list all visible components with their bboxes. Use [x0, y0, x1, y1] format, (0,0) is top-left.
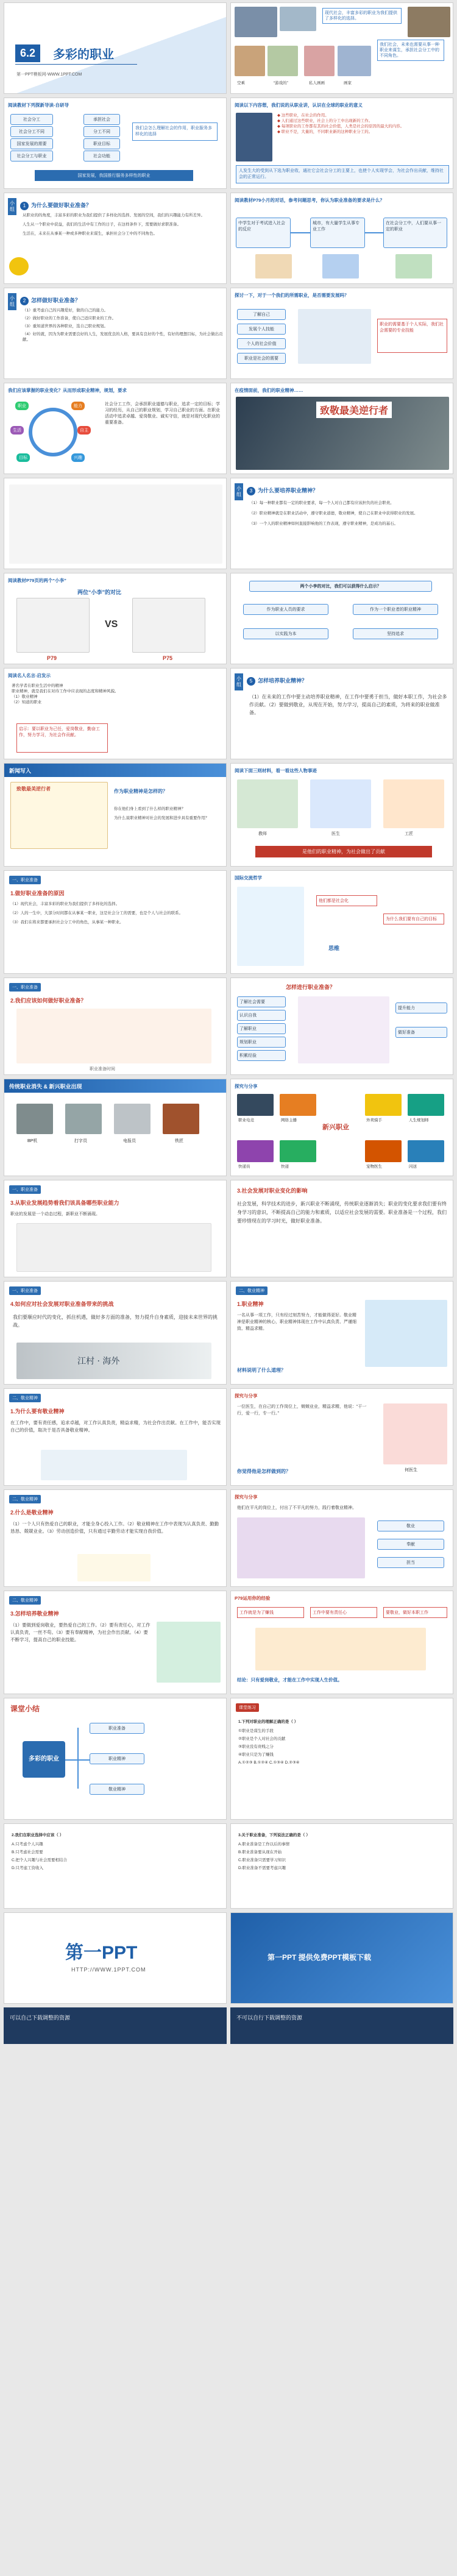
line-list: [23, 213, 224, 236]
option-2: ②职业是个人对社会的贡献: [238, 1737, 286, 1741]
slide-heading: 阅读以下内容想，我们说的从职业讲，认识在全球的职业的意义: [235, 102, 363, 108]
caption-2: 我们社会，未来也需要从事一种职业来谋生，承担社会分工中的不同角色。: [377, 40, 444, 61]
footer-right-text: 不可以自行下载调整的资源: [236, 2015, 303, 2021]
photo-builder: [408, 7, 450, 37]
box-left: 中学生对于考试进入社会的反应: [236, 218, 291, 248]
box-1: 了解自己: [237, 309, 286, 320]
item-list: [23, 308, 224, 342]
right-s4-slide: [230, 1180, 453, 1277]
q1-right-slide: [230, 193, 453, 284]
item-7: 职业目标: [83, 138, 120, 149]
photo-discussion: [298, 309, 371, 364]
vs-label: VS: [105, 619, 118, 630]
item-3: （3）一个人的职业精神如何直接影响他的工作表现，遵守职业精神，是成功的基石。: [249, 522, 399, 526]
box-3: 以实践为本: [243, 628, 328, 639]
box-2: 作为一个职业者的职业精神: [353, 604, 438, 615]
body-text: 我们要顺应时代的变化，抓住机遇，做好多方面的准备，努力提升自身素质，迎接未来世界的挑战。: [13, 1315, 218, 1328]
label-3: 外卖骑手: [366, 1118, 382, 1123]
intro-slide: [230, 2, 453, 94]
news-title: 致敬最美逆行者: [16, 786, 51, 792]
bubble-3: 要敬业，做好本职工作: [383, 1607, 447, 1618]
line-2: 人生从一个职业中获益，我们的生活中有工作的日子，在这样条件下，需要做好求职准备。: [23, 222, 181, 227]
q5-slide: [230, 668, 453, 759]
item-5: 承担社会: [83, 114, 120, 125]
section-title: 1.做好职业准备的原因: [10, 890, 65, 896]
section-title: 3.从职业发展趋势看我们该具备哪些职业能力: [10, 1200, 119, 1206]
section-tag: 二、敬业精神: [9, 1394, 41, 1402]
slide-heading: 探究与分享: [235, 1494, 258, 1500]
illustration: [157, 1622, 221, 1683]
label-2: 打字员: [74, 1139, 87, 1143]
connector: [291, 232, 310, 233]
end-slide: [230, 1912, 453, 2004]
point-1: ◆ 这些职业，在社会的作用。: [277, 113, 329, 118]
item-2: 社会分工不同: [10, 126, 53, 137]
item-6: 分工不同: [83, 126, 120, 137]
label: 思维: [328, 945, 340, 951]
bubble-1: 他们都是社会化: [316, 895, 377, 906]
slide-heading: 阅读教材下列探新导读-自研导: [8, 102, 69, 108]
group-badge: 小组: [235, 483, 243, 500]
question-row: [247, 675, 307, 686]
photo-7: [365, 1140, 402, 1162]
photo-6: [280, 1140, 316, 1162]
point-list: [277, 113, 449, 135]
lesson-title: 多彩的职业: [53, 48, 114, 62]
lesson-number: 6.2: [15, 44, 40, 62]
item-4: （4）好的就，因为为职业需要良好的人生，发展优良的人格，要具有良好的个性，有好的理想目标，为社会做出贡献。: [23, 332, 223, 342]
question: 你觉得他是怎样做到的？: [237, 1469, 291, 1474]
item-2: （2）做好职业的工作准备，使自己适应职业的工作。: [23, 316, 116, 321]
photo-policeman: [236, 113, 272, 161]
group-badge: 小组: [8, 293, 16, 310]
photo-8: [408, 1140, 444, 1162]
section-tag: 一、职业准备: [9, 983, 41, 992]
qa-2: 为什么说职业精神对社会的发展和进步具有重要作用？: [114, 816, 209, 820]
option-4: ④职业只是为了赚钱: [238, 1753, 274, 1757]
photo-4: [408, 1094, 444, 1116]
photo-pager: [16, 1104, 53, 1134]
option-1: ①职业是谋生的手段: [238, 1729, 274, 1733]
item-3: 国家发展的需要: [10, 138, 53, 149]
footer-left: [4, 2007, 227, 2044]
review-slide: [4, 98, 227, 189]
photo-group: [237, 1517, 365, 1578]
photo-blacksmith: [163, 1104, 199, 1134]
body-text: 他们在平凡的岗位上，付出了不平凡的努力，践行着敬业精神。: [237, 1506, 356, 1510]
page-left: [16, 598, 90, 653]
question-row: [20, 294, 80, 305]
label-6: 快递: [281, 1165, 289, 1169]
step-1: 了解社会需要: [237, 996, 286, 1007]
right-s3-slide: [230, 1079, 453, 1176]
slide-title: 致敬最美逆行者: [316, 402, 392, 418]
story-slide: [230, 763, 453, 867]
box-4: 职业是社会的需要: [237, 353, 286, 364]
section-tag: 一、职业准备: [9, 1185, 41, 1194]
slide-heading: 怎样进行职业准备？: [286, 984, 336, 990]
bubble-2: 工作中要有责任心: [310, 1607, 377, 1618]
step-3: 了解职业: [237, 1023, 286, 1034]
point-4: ◆ 职业不是，大量的，不同职业新的这种职业分工的。: [277, 130, 373, 134]
photo-doctor: [310, 779, 371, 828]
label-8: 闪送: [409, 1165, 417, 1169]
option-a: A.只考虑个人兴趣: [12, 1842, 43, 1847]
section-tag: 一、职业准备: [9, 876, 41, 884]
q-num: 5: [247, 677, 255, 686]
item-1: （1）每一种职业都有一定的职业要求，每一个人对自己都有应该担负的社会职责。: [249, 501, 394, 505]
body-text: （1）在未来的工作中要主动培养职业精神，在工作中要勇于担当，做好本职工作，为社会多作贡献。（2）要做到敬业，从现在开始，努力学习，提高自己的素质，为将来的职业做准备。: [249, 694, 447, 715]
qa-1: 你在他们身上看到了什么样的职业精神？: [114, 807, 185, 811]
q2-right-slide: [230, 288, 453, 379]
body-text: （1）要做到爱岗敬业，要热爱自己的工作。（2）要有责任心，对工作认真负责，一丝不苟。（3）要有奉献精神，为社会作出贡献。（4）要不断学习，提高自己的职业技能。: [10, 1622, 151, 1642]
ring-2: 能力: [71, 402, 85, 410]
body-text: 职业的发展是一个动态过程，新职业不断涌现。: [10, 1212, 100, 1216]
body-text: 社会发展，科学技术的进步，新兴职业不断涌现，传统职业逐渐消失；职业的变化要求我们要有终身学习的意识，不断提高自己的能力和素质，以适应社会发展的需要。职业准备是一个过程，我们要珍惜现在的学习时光，做好职业准备。: [237, 1201, 447, 1224]
slide-heading: 探究与分享: [235, 1084, 258, 1089]
line-2: 职业精神，就是我们在对待工作中应表现的态度和精神风貌。: [12, 689, 119, 694]
box-3: 个人的社会价值: [237, 338, 286, 349]
right-s7-slide: [230, 1489, 453, 1587]
right-s2-slide: [230, 978, 453, 1075]
center-node: 多彩的职业: [23, 1741, 65, 1778]
slide-heading: 传统职业消失 & 新兴职业出现: [4, 1079, 226, 1093]
step-2: 认识自我: [237, 1010, 286, 1021]
q2-slide: [4, 288, 227, 379]
section-tag: 二、敬业精神: [9, 1495, 41, 1503]
body-text: （1）一个人只有热爱自己的职业，才能全身心投入工作。（2）敬业精神在工作中表现为认真负责、勤勤恳恳、兢兢业业。（3）劳动创造价值，只有通过辛勤劳动才能实现自我价值。: [10, 1521, 219, 1534]
q-stem: 1.下列对职业的理解正确的是（ ）: [238, 1720, 299, 1724]
photo-students: [255, 254, 292, 279]
step-4: 规划职业: [237, 1037, 286, 1048]
left-s4-slide: [4, 1180, 227, 1277]
item-8: 社会功能: [83, 151, 120, 161]
left-s5-slide: [4, 1281, 227, 1385]
right-s8-slide: [230, 1591, 453, 1694]
cover-slide: [4, 2, 227, 94]
label-2: 医生: [331, 832, 340, 836]
placeholder: [9, 484, 222, 564]
slide-heading: 新闻写入: [4, 764, 226, 777]
slide-heading: 阅读下面三则材料，看一看这些人物事迹: [235, 768, 317, 773]
note-box: 职业的需要基于个人实际，我们社会需要的专业技能: [377, 319, 447, 353]
item-1: 社会分工: [10, 114, 53, 125]
image-students: [16, 1009, 211, 1063]
slide-heading: 在疫情面前，我们的职业精神……: [235, 388, 303, 393]
page-label-right: P75: [163, 655, 173, 661]
end-text: 第一PPT 提供免费PPT模板下载: [267, 1953, 372, 1962]
q1-slide: [4, 193, 227, 284]
footer-right: [230, 2007, 453, 2044]
photo-typist: [65, 1104, 102, 1134]
branch-2: 职业精神: [90, 1753, 144, 1764]
item-3: （3）我们在将来都要承担社会分工中的角色，从事某一种职业。: [10, 920, 124, 924]
left-s3-slide: [4, 1079, 227, 1176]
bubble-1: 工作就是为了赚钱: [237, 1607, 304, 1618]
left-s2-slide: [4, 978, 227, 1075]
banner-text: 江村 · 海外: [77, 1357, 120, 1366]
label-7: 宠物医生: [366, 1165, 382, 1169]
summary-slide: [4, 1698, 227, 1820]
top-box: 两个小李的对比，我们可以获得什么启示？: [249, 581, 432, 592]
label-1: 教师: [258, 832, 267, 836]
photo-cartoon: [237, 887, 304, 966]
body-text: 一位医生，在自己的工作岗位上，兢兢业业，精益求精，他说：“干一行，爱一行，专一行。”: [237, 1405, 367, 1416]
right-s1-slide: [230, 870, 453, 974]
right-s5-slide: [230, 1281, 453, 1385]
photo-3: [365, 1094, 402, 1116]
caption: 职业准备时间: [90, 1067, 115, 1071]
left-s1-slide: [4, 870, 227, 974]
branch-1: 职业准备: [90, 1723, 144, 1734]
line-1: 从职业的的角度，丰富多彩的职业为我们提供了多样化的选择、发展的空间，我们的兴趣能力有所差异。: [23, 213, 205, 218]
section-tag: 二、敬业精神: [236, 1286, 267, 1295]
photo-doctor: [383, 1403, 447, 1464]
question-row: [20, 199, 91, 210]
brand-url: HTTP://WWW.1PPT.COM: [71, 1967, 146, 1973]
label-4: 人生规划师: [409, 1118, 429, 1123]
label-4: 画家: [344, 81, 352, 85]
illustration: [41, 1450, 187, 1480]
slide-title: 课堂小结: [10, 1705, 40, 1713]
item-3: （3）重知道世界的各种职业，选自己职业规划。: [23, 324, 108, 328]
slide-heading: 阅读教材P79小月的对话，参考问题思考，你认为职业准备的要求是什么？: [235, 197, 384, 203]
right-s6-slide: [230, 1388, 453, 1486]
photo-engineer: [280, 7, 316, 31]
question: 为什么要培养职业精神？: [258, 488, 319, 494]
news-slide: [4, 763, 227, 867]
left-s8-slide: [4, 1591, 227, 1694]
branch-3: 敬业精神: [90, 1784, 144, 1795]
label-2: “游戏的”: [274, 81, 288, 85]
box-3: 担当: [377, 1557, 444, 1568]
box-right: 在社会分工中，人们要从事一定的职业: [383, 218, 447, 248]
photo-scene: [255, 1628, 426, 1670]
policeman-slide: [230, 98, 453, 189]
illustration: [77, 1554, 151, 1581]
label-2: 网络主播: [281, 1118, 297, 1123]
question-list: [12, 1833, 219, 1871]
caption-1: 现代社会，丰富多彩的职业为我们提供了多样化的选择。: [322, 8, 402, 24]
q-num: 3: [247, 487, 255, 495]
photo-city: [395, 254, 432, 279]
section-title: 4.如何应对社会发展对职业准备带来的挑战: [10, 1301, 114, 1307]
page-right: [132, 598, 205, 653]
option-d: D.只考虑工资收入: [12, 1866, 43, 1870]
label-1: 空乘: [237, 81, 245, 85]
slide-heading: 探究与分享: [235, 1393, 258, 1399]
center-box: 我们会怎么理解社会的作用，职业服务多样化的选择: [132, 122, 218, 141]
photo-5: [237, 1140, 274, 1162]
slide-heading: 我们应该掌握的职业变化？从而形成职业精神，规划，要求: [8, 388, 127, 393]
q-stem: 2.我们在职业选择中应该（ ）: [12, 1833, 64, 1837]
photo-1: [237, 1094, 274, 1116]
q-num: 1: [20, 202, 29, 210]
body-text: 社会分工工作，会承担职业道德与职业，追求一定的目标；学习的经历，从自己的职业规划，学习自己职业的方面。在职业活动中追求卓越、爱岗敬业、诚实守信，就是对现代化职业的重要准备。: [105, 402, 220, 425]
answer-bar: 是他们的职业精神，为社会做出了贡献: [255, 846, 432, 857]
item-list: [10, 901, 221, 925]
q-num: 2: [20, 297, 29, 305]
question: 怎样做好职业准备？: [31, 297, 81, 303]
blank-slide: [4, 478, 227, 569]
box-mid: 城市，有大量学生从事专业工作: [310, 218, 365, 248]
option-c: C.把个人兴趣与社会需要相结合: [12, 1858, 67, 1862]
exercise-slide: [230, 1698, 453, 1820]
note-box: 启示：要以职业为己任，爱岗敬业，勤奋工作，努力学习，为社会作贡献。: [16, 723, 108, 753]
compare-title: 两位“小李”的对比: [77, 589, 122, 595]
photo-craftsman: [383, 779, 444, 828]
group-badge: 小组: [8, 198, 16, 215]
center-title: 新兴职业: [322, 1124, 349, 1131]
site-label: 第一PPT模板网-WWW.1PPT.COM: [16, 73, 82, 77]
qa-list: [114, 806, 221, 821]
read-slide: [4, 573, 227, 664]
connector: [365, 232, 383, 233]
note: 结论：只有爱岗敬业，才能在工作中实现人生价值。: [237, 1677, 342, 1683]
photo-painter: [304, 46, 335, 76]
step-5: 积累经验: [237, 1050, 286, 1061]
section-title: 1.职业精神: [237, 1301, 264, 1307]
question-list: [238, 1833, 445, 1871]
line-3: 生活在，未来在从事某一种或多种职业来谋生，承担社会分工中的不同角色。: [23, 232, 157, 236]
section-title: 1.为什么要有敬业精神: [10, 1408, 65, 1414]
conclusion: 人发生大的受到从下选为职业收，通社它会社会分工的主要上，也使个人实现学会，为社会作出贡献，维持社会的正常运行。: [236, 165, 449, 183]
bottom-bar: 国家发展，我国推行服务多样性的职业: [35, 170, 193, 181]
photo-painting: [267, 46, 298, 76]
option-c: C.职业准备只需要学习知识: [238, 1858, 286, 1862]
step-7: 做好准备: [395, 1027, 447, 1038]
photo-workers: [322, 254, 359, 279]
photo-child: [235, 46, 265, 76]
line-4: （2）知道的职业: [12, 700, 42, 704]
ring-1: 职业: [15, 402, 29, 410]
exercise-right-slide: [230, 1823, 453, 1909]
item-1: （1）现代社会，丰富多彩的职业为我们提供了多样化的选择。: [10, 902, 120, 906]
read-right-slide: [230, 573, 453, 664]
ring-3: 生活: [10, 426, 24, 435]
bubble-2: 为什么我们要有自己的目标: [383, 914, 444, 924]
line-3: （1）敬业精神: [12, 695, 38, 699]
label-1: BP机: [27, 1139, 38, 1143]
connector: [77, 1728, 79, 1789]
ring-4: 自主: [77, 426, 91, 435]
person-name: 何医生: [405, 1468, 417, 1472]
photo-teacher: [237, 779, 298, 828]
box-1: 敬业: [377, 1520, 444, 1531]
ring-diagram: [29, 408, 77, 456]
label-5: 快递员: [238, 1165, 250, 1169]
box-2: 发展个人技能: [237, 324, 286, 335]
question-list: [238, 1719, 445, 1765]
label-4: 铁匠: [175, 1139, 183, 1143]
section-title: 2.我们应该如何做好职业准备？: [10, 998, 87, 1004]
question-row: [247, 484, 318, 495]
option-d: D.职业准备不需要考虑兴趣: [238, 1866, 286, 1870]
photo-2: [280, 1094, 316, 1116]
option-b: B.只考虑社会需要: [12, 1850, 43, 1854]
box-1: 作为职业人员的要求: [243, 604, 328, 615]
item-2: （2）职业精神就是在职业活动中，遵守职业道德，敬业精神，使自己在职业中获得职业的发展。: [249, 511, 418, 516]
section-tag: 课堂练习: [236, 1703, 259, 1712]
page-label-left: P79: [47, 655, 57, 661]
question: 为什么要做好职业准备？: [31, 202, 92, 208]
answer-choices: A.①②③ B.①②④ C.①③④ D.②③④: [238, 1761, 300, 1765]
right-mid-slide: [230, 383, 453, 474]
footer-left-text: 可以自己下载调整的资源: [10, 2015, 71, 2021]
option-3: ③职业没有贵贱之分: [238, 1745, 274, 1749]
photo-plane: [235, 7, 277, 37]
label-3: 工匠: [405, 832, 413, 836]
box-2: 奉献: [377, 1539, 444, 1550]
label-1: 职业电竞: [238, 1118, 254, 1123]
point-3: ◆ 每项职业的工作都有其的社会价值，人类是社会的原因的最大的内容。: [277, 124, 405, 129]
photo-artist: [338, 46, 371, 76]
slide-heading: 国际交流哲学: [235, 875, 262, 881]
point-2: ◆ 人们通过这些职业，社会上的分工中出现新的工作。: [277, 119, 373, 123]
question: 材料说明了什么道理？: [237, 1368, 286, 1373]
ring-5: 目标: [16, 453, 30, 462]
section-title: 3.怎样培养敬业精神: [10, 1611, 59, 1617]
q4-slide: [4, 668, 227, 759]
item-2: （2）人的一生中，大部分时间都在从事某一职业，这是社会分工的需要，也是个人与社会的联系。: [10, 911, 183, 915]
step-6: 提升能力: [395, 1002, 447, 1013]
box-4: 坚持追求: [353, 628, 438, 639]
option-b: B.职业准备要从现在开始: [238, 1850, 282, 1854]
item-list: [249, 500, 447, 527]
ring-6: 兴趣: [71, 453, 85, 462]
item-1: （1）重考虑自己的兴趣爱好，做的自己的能力。: [23, 308, 108, 313]
q-stem: 3.关于职业准备，下列说法正确的是（ ）: [238, 1833, 310, 1837]
slide-heading: 阅读教材P79页的两个“小李”: [8, 578, 66, 583]
divider: [15, 64, 137, 65]
left-s6-slide: [4, 1388, 227, 1486]
section-tag: 一、职业准备: [9, 1286, 41, 1295]
q3-slide: [230, 478, 453, 569]
news-question: 作为职业精神是怎样的？: [114, 789, 168, 794]
slide-heading: 阅读名人名言-启发示: [8, 673, 51, 678]
exercise-left-slide: [4, 1823, 227, 1909]
section-tag: 二、敬业精神: [9, 1596, 41, 1605]
line-1: 著名学者在职业生活中的精神: [12, 684, 63, 688]
question: 怎样培养职业精神？: [258, 678, 308, 684]
label-3: 电报员: [123, 1139, 136, 1143]
group-badge: 小组: [235, 673, 243, 690]
item-4: 社会分工与职业: [10, 151, 53, 161]
slide-heading: 探讨一下，对于一个我们的所需职业，是否需要发展吗？: [235, 293, 349, 298]
article-image: [16, 1223, 211, 1272]
body-text: 在工作中，要有责任感，追求卓越，对工作认真负责，精益求精，为社会作出贡献。在工作中，能否实现自己的价值，取决于是否具备敬业精神。: [10, 1420, 221, 1433]
logo-slide: [4, 1912, 227, 2004]
label-3: 私人画画: [309, 81, 325, 85]
left-s7-slide: [4, 1489, 227, 1587]
slide-heading: 3.社会发展对职业变化的影响: [237, 1188, 308, 1194]
photo-telegraph: [114, 1104, 151, 1134]
line-list: [12, 683, 219, 705]
section-title: 2.什么是敬业精神: [10, 1510, 54, 1516]
brand-logo: 第一PPT: [65, 1943, 138, 1963]
body-text: 一名从事一项工作，只有经过刻苦努力，才能做得更好。敬业精神是职业精神的核心，职业精神体现在工作中认真负责、严谨细致、精益求精。: [237, 1313, 356, 1331]
photo-planning: [298, 996, 389, 1063]
slide-heading: P79运用你的经验: [235, 1595, 271, 1601]
left-mid-slide: [4, 383, 227, 474]
decoration-icon: [9, 257, 29, 275]
photo-worker: [365, 1300, 447, 1367]
option-a: A.职业准备是工作以后的事情: [238, 1842, 290, 1847]
